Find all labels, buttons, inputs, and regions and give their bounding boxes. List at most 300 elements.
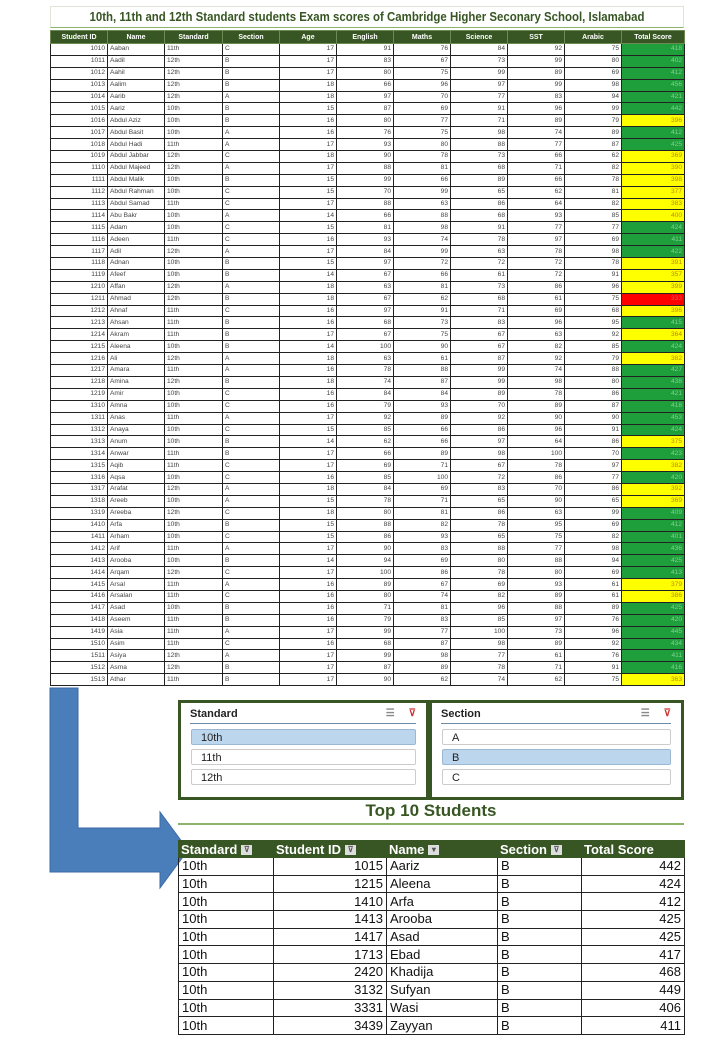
cell-student-id[interactable]: 1113 (51, 198, 108, 210)
cell-sst[interactable]: 77 (508, 543, 565, 555)
cell-maths[interactable]: 62 (394, 293, 451, 305)
cell-section[interactable]: B (223, 258, 280, 270)
cell-total-score[interactable]: 421 (622, 91, 685, 103)
cell-standard[interactable]: 11th (165, 590, 223, 602)
cell-arabic[interactable]: 75 (565, 44, 622, 56)
cell-section[interactable]: B (223, 103, 280, 115)
cell-name[interactable]: Arafat (108, 483, 165, 495)
cell-name[interactable]: Abdul Aziz (108, 115, 165, 127)
cell-english[interactable]: 66 (337, 210, 394, 222)
cell-age[interactable]: 18 (280, 151, 337, 163)
column-header[interactable] (498, 841, 582, 858)
cell-standard[interactable]: 12th (165, 151, 223, 163)
cell-arabic[interactable]: 98 (565, 79, 622, 91)
cell-arabic[interactable]: 92 (565, 329, 622, 341)
cell-science[interactable]: 68 (451, 210, 508, 222)
cell-name[interactable]: Areeba (108, 507, 165, 519)
cell-student-id[interactable]: 1012 (51, 67, 108, 79)
cell-science[interactable]: 86 (451, 198, 508, 210)
cell-science[interactable]: 72 (451, 258, 508, 270)
cell-sst[interactable]: 98 (508, 376, 565, 388)
cell-arabic[interactable]: 76 (565, 650, 622, 662)
cell-name[interactable]: Asad (108, 602, 165, 614)
clear-filter-icon[interactable]: ⊽ (408, 708, 416, 719)
cell-science[interactable]: 73 (451, 281, 508, 293)
cell-section[interactable]: C (223, 388, 280, 400)
cell-standard[interactable]: 12th (165, 483, 223, 495)
cell-name[interactable]: Aqsa (108, 472, 165, 484)
cell[interactable]: B (498, 911, 582, 929)
cell-name[interactable]: Aaban (108, 44, 165, 56)
cell-name[interactable]: Abdul Rahman (108, 186, 165, 198)
column-header[interactable]: Maths (394, 31, 451, 44)
cell-total-score[interactable]: 377 (622, 186, 685, 198)
cell[interactable]: Sufyan (387, 981, 498, 999)
cell-maths[interactable]: 99 (394, 246, 451, 258)
cell-student-id[interactable]: 1115 (51, 222, 108, 234)
cell-science[interactable]: 91 (451, 103, 508, 115)
cell-section[interactable]: C (223, 567, 280, 579)
cell-student-id[interactable]: 1310 (51, 400, 108, 412)
cell[interactable]: 1410 (274, 893, 387, 911)
cell-name[interactable]: Abdul Majeed (108, 162, 165, 174)
cell-section[interactable]: C (223, 460, 280, 472)
column-header[interactable]: Name (108, 31, 165, 44)
cell-sst[interactable]: 99 (508, 55, 565, 67)
cell-name[interactable]: Ahmad (108, 293, 165, 305)
cell[interactable]: 10th (179, 1017, 274, 1035)
cell-standard[interactable]: 10th (165, 186, 223, 198)
cell[interactable]: 3331 (274, 999, 387, 1017)
cell[interactable]: 468 (582, 964, 685, 982)
cell-sst[interactable]: 61 (508, 650, 565, 662)
cell-english[interactable]: 79 (337, 614, 394, 626)
cell-student-id[interactable]: 1210 (51, 281, 108, 293)
cell-standard[interactable]: 11th (165, 460, 223, 472)
cell-student-id[interactable]: 1217 (51, 365, 108, 377)
cell-science[interactable]: 73 (451, 55, 508, 67)
cell-sst[interactable]: 96 (508, 317, 565, 329)
cell-age[interactable]: 17 (280, 412, 337, 424)
cell-sst[interactable]: 88 (508, 602, 565, 614)
cell-age[interactable]: 17 (280, 329, 337, 341)
slicer-item-11th[interactable]: 11th (191, 749, 416, 765)
column-header[interactable]: Age (280, 31, 337, 44)
cell-arabic[interactable]: 81 (565, 186, 622, 198)
cell-science[interactable]: 99 (451, 376, 508, 388)
cell-section[interactable]: C (223, 186, 280, 198)
cell-science[interactable]: 98 (451, 638, 508, 650)
filter-dropdown-icon[interactable]: ⊽ (241, 845, 252, 855)
cell-english[interactable]: 80 (337, 115, 394, 127)
cell[interactable]: 1215 (274, 875, 387, 893)
cell-arabic[interactable]: 61 (565, 590, 622, 602)
cell-sst[interactable]: 66 (508, 151, 565, 163)
cell-student-id[interactable]: 1010 (51, 44, 108, 56)
cell-section[interactable]: A (223, 246, 280, 258)
cell-arabic[interactable]: 86 (565, 436, 622, 448)
cell-maths[interactable]: 75 (394, 329, 451, 341)
cell-section[interactable]: B (223, 317, 280, 329)
cell-section[interactable]: C (223, 590, 280, 602)
cell-standard[interactable]: 10th (165, 115, 223, 127)
cell-total-score[interactable]: 424 (622, 424, 685, 436)
cell-name[interactable]: Anaya (108, 424, 165, 436)
cell-arabic[interactable]: 88 (565, 365, 622, 377)
cell-total-score[interactable]: 402 (622, 55, 685, 67)
cell-sst[interactable]: 74 (508, 365, 565, 377)
cell-name[interactable]: Adnan (108, 258, 165, 270)
cell-total-score[interactable]: 363 (622, 674, 685, 686)
cell-english[interactable]: 94 (337, 555, 394, 567)
cell-science[interactable]: 63 (451, 246, 508, 258)
cell-arabic[interactable]: 62 (565, 151, 622, 163)
cell-name[interactable]: Amna (108, 400, 165, 412)
cell-age[interactable]: 14 (280, 341, 337, 353)
cell-sst[interactable]: 71 (508, 162, 565, 174)
cell-name[interactable]: Arooba (108, 555, 165, 567)
cell-student-id[interactable]: 1319 (51, 507, 108, 519)
cell-science[interactable]: 80 (451, 555, 508, 567)
cell-maths[interactable]: 98 (394, 222, 451, 234)
cell-sst[interactable]: 63 (508, 329, 565, 341)
cell-maths[interactable]: 72 (394, 258, 451, 270)
cell-age[interactable]: 15 (280, 495, 337, 507)
cell-maths[interactable]: 88 (394, 365, 451, 377)
cell-total-score[interactable]: 382 (622, 353, 685, 365)
cell-name[interactable]: Arqam (108, 567, 165, 579)
cell-maths[interactable]: 80 (394, 139, 451, 151)
cell-science[interactable]: 71 (451, 305, 508, 317)
cell-maths[interactable]: 81 (394, 507, 451, 519)
cell-standard[interactable]: 11th (165, 44, 223, 56)
cell-arabic[interactable]: 95 (565, 317, 622, 329)
multi-select-icon[interactable]: ☰ (640, 708, 650, 719)
cell-standard[interactable]: 12th (165, 662, 223, 674)
cell-student-id[interactable]: 1119 (51, 269, 108, 281)
cell-sst[interactable]: 64 (508, 436, 565, 448)
cell-standard[interactable]: 10th (165, 174, 223, 186)
cell-arabic[interactable]: 91 (565, 662, 622, 674)
cell-science[interactable]: 72 (451, 472, 508, 484)
cell-sst[interactable]: 92 (508, 353, 565, 365)
cell-science[interactable]: 91 (451, 222, 508, 234)
cell-arabic[interactable]: 75 (565, 674, 622, 686)
cell-name[interactable]: Arsal (108, 579, 165, 591)
cell[interactable]: Aleena (387, 875, 498, 893)
cell-sst[interactable]: 96 (508, 103, 565, 115)
cell-student-id[interactable]: 1419 (51, 626, 108, 638)
cell-standard[interactable]: 12th (165, 246, 223, 258)
cell-english[interactable]: 74 (337, 376, 394, 388)
cell-sst[interactable]: 64 (508, 198, 565, 210)
cell-arabic[interactable]: 82 (565, 531, 622, 543)
cell-total-score[interactable]: 423 (622, 448, 685, 460)
cell-student-id[interactable]: 1411 (51, 531, 108, 543)
cell[interactable]: 406 (582, 999, 685, 1017)
filter-dropdown-icon[interactable]: ⊽ (551, 845, 562, 855)
cell-sst[interactable]: 89 (508, 115, 565, 127)
cell-name[interactable]: Aseem (108, 614, 165, 626)
cell-english[interactable]: 90 (337, 674, 394, 686)
cell-standard[interactable]: 12th (165, 376, 223, 388)
cell-maths[interactable]: 81 (394, 281, 451, 293)
cell-sst[interactable]: 80 (508, 567, 565, 579)
cell-english[interactable]: 91 (337, 44, 394, 56)
cell[interactable]: 10th (179, 981, 274, 999)
cell-sst[interactable]: 69 (508, 305, 565, 317)
cell-maths[interactable]: 69 (394, 555, 451, 567)
cell-science[interactable]: 89 (451, 174, 508, 186)
cell-science[interactable]: 67 (451, 329, 508, 341)
cell-arabic[interactable]: 69 (565, 234, 622, 246)
cell-section[interactable]: B (223, 519, 280, 531)
cell-total-score[interactable]: 411 (622, 650, 685, 662)
cell-age[interactable]: 16 (280, 305, 337, 317)
cell-total-score[interactable]: 434 (622, 638, 685, 650)
cell-arabic[interactable]: 91 (565, 269, 622, 281)
cell-science[interactable]: 78 (451, 234, 508, 246)
cell-age[interactable]: 17 (280, 67, 337, 79)
cell-arabic[interactable]: 78 (565, 174, 622, 186)
cell-sst[interactable]: 63 (508, 507, 565, 519)
cell-sst[interactable]: 95 (508, 519, 565, 531)
cell-standard[interactable]: 11th (165, 674, 223, 686)
cell-student-id[interactable]: 1213 (51, 317, 108, 329)
cell-section[interactable]: C (223, 222, 280, 234)
cell-name[interactable]: Amara (108, 365, 165, 377)
cell-arabic[interactable]: 77 (565, 222, 622, 234)
cell-standard[interactable]: 10th (165, 602, 223, 614)
cell-total-score[interactable]: 412 (622, 127, 685, 139)
cell-science[interactable]: 71 (451, 115, 508, 127)
cell-name[interactable]: Ahnaf (108, 305, 165, 317)
cell-sst[interactable]: 92 (508, 44, 565, 56)
cell-maths[interactable]: 89 (394, 412, 451, 424)
cell-standard[interactable]: 11th (165, 305, 223, 317)
cell-standard[interactable]: 11th (165, 198, 223, 210)
cell-english[interactable]: 83 (337, 55, 394, 67)
cell-name[interactable]: Anum (108, 436, 165, 448)
cell-standard[interactable]: 10th (165, 388, 223, 400)
cell-section[interactable]: A (223, 91, 280, 103)
cell-age[interactable]: 17 (280, 198, 337, 210)
cell-student-id[interactable]: 1215 (51, 341, 108, 353)
cell-age[interactable]: 15 (280, 531, 337, 543)
column-header[interactable]: Standard (165, 31, 223, 44)
cell-age[interactable]: 15 (280, 103, 337, 115)
cell-total-score[interactable]: 427 (622, 365, 685, 377)
cell-age[interactable]: 17 (280, 674, 337, 686)
cell-standard[interactable]: 11th (165, 234, 223, 246)
cell[interactable]: 10th (179, 964, 274, 982)
cell-english[interactable]: 93 (337, 234, 394, 246)
cell-science[interactable]: 97 (451, 79, 508, 91)
cell-student-id[interactable]: 1211 (51, 293, 108, 305)
cell-arabic[interactable]: 79 (565, 115, 622, 127)
cell[interactable]: Zayyan (387, 1017, 498, 1035)
column-header[interactable] (582, 841, 685, 858)
cell[interactable]: 10th (179, 858, 274, 876)
cell-total-score[interactable]: 333 (622, 293, 685, 305)
cell-science[interactable]: 98 (451, 448, 508, 460)
cell-maths[interactable]: 100 (394, 472, 451, 484)
cell-age[interactable]: 17 (280, 662, 337, 674)
cell[interactable]: 1015 (274, 858, 387, 876)
cell-english[interactable]: 97 (337, 258, 394, 270)
cell-english[interactable]: 88 (337, 519, 394, 531)
cell-science[interactable]: 61 (451, 269, 508, 281)
cell-sst[interactable]: 66 (508, 174, 565, 186)
cell[interactable]: Arfa (387, 893, 498, 911)
column-header[interactable] (179, 841, 274, 858)
cell-maths[interactable]: 96 (394, 79, 451, 91)
cell-maths[interactable]: 89 (394, 448, 451, 460)
slicer-item-a[interactable]: A (442, 729, 671, 745)
cell-age[interactable]: 18 (280, 79, 337, 91)
cell-name[interactable]: Aariz (108, 103, 165, 115)
cell-english[interactable]: 97 (337, 305, 394, 317)
cell-sst[interactable]: 78 (508, 388, 565, 400)
cell-english[interactable]: 88 (337, 198, 394, 210)
cell[interactable]: B (498, 999, 582, 1017)
cell-english[interactable]: 85 (337, 424, 394, 436)
cell-science[interactable]: 84 (451, 44, 508, 56)
cell-total-score[interactable]: 412 (622, 519, 685, 531)
cell-total-score[interactable]: 453 (622, 412, 685, 424)
cell-name[interactable]: Arham (108, 531, 165, 543)
column-header[interactable]: Science (451, 31, 508, 44)
cell-arabic[interactable]: 82 (565, 198, 622, 210)
cell-total-score[interactable]: 420 (622, 472, 685, 484)
cell-science[interactable]: 69 (451, 579, 508, 591)
cell-student-id[interactable]: 1316 (51, 472, 108, 484)
cell-age[interactable]: 16 (280, 638, 337, 650)
cell-name[interactable]: Athar (108, 674, 165, 686)
cell-maths[interactable]: 67 (394, 55, 451, 67)
cell-maths[interactable]: 77 (394, 115, 451, 127)
cell-science[interactable]: 96 (451, 602, 508, 614)
cell-science[interactable]: 70 (451, 400, 508, 412)
cell-science[interactable]: 97 (451, 436, 508, 448)
cell-arabic[interactable]: 98 (565, 543, 622, 555)
cell-section[interactable]: C (223, 638, 280, 650)
cell-standard[interactable]: 11th (165, 448, 223, 460)
cell-total-score[interactable]: 456 (622, 79, 685, 91)
cell-english[interactable]: 90 (337, 151, 394, 163)
cell-english[interactable]: 84 (337, 388, 394, 400)
cell-science[interactable]: 74 (451, 674, 508, 686)
cell-total-score[interactable]: 386 (622, 590, 685, 602)
cell-age[interactable]: 16 (280, 472, 337, 484)
cell-maths[interactable]: 61 (394, 353, 451, 365)
cell-standard[interactable]: 11th (165, 365, 223, 377)
cell[interactable]: 425 (582, 928, 685, 946)
cell-student-id[interactable]: 1313 (51, 436, 108, 448)
cell-science[interactable]: 78 (451, 519, 508, 531)
cell-standard[interactable]: 10th (165, 222, 223, 234)
cell-sst[interactable]: 71 (508, 662, 565, 674)
cell-science[interactable]: 92 (451, 412, 508, 424)
cell-standard[interactable]: 10th (165, 531, 223, 543)
cell-student-id[interactable]: 1414 (51, 567, 108, 579)
cell-arabic[interactable]: 69 (565, 519, 622, 531)
cell-total-score[interactable]: 369 (622, 495, 685, 507)
cell-maths[interactable]: 67 (394, 579, 451, 591)
cell-sst[interactable]: 89 (508, 590, 565, 602)
cell-science[interactable]: 83 (451, 317, 508, 329)
cell-section[interactable]: B (223, 67, 280, 79)
cell[interactable]: 449 (582, 981, 685, 999)
cell-total-score[interactable]: 425 (622, 139, 685, 151)
cell-standard[interactable]: 12th (165, 162, 223, 174)
cell-student-id[interactable]: 1418 (51, 614, 108, 626)
cell-name[interactable]: Adeen (108, 234, 165, 246)
cell-student-id[interactable]: 1014 (51, 91, 108, 103)
cell-student-id[interactable]: 1318 (51, 495, 108, 507)
cell[interactable]: B (498, 928, 582, 946)
cell-total-score[interactable]: 391 (622, 258, 685, 270)
cell-total-score[interactable]: 399 (622, 281, 685, 293)
cell-name[interactable]: Affan (108, 281, 165, 293)
cell-maths[interactable]: 63 (394, 198, 451, 210)
cell-total-score[interactable]: 400 (622, 210, 685, 222)
cell-age[interactable]: 15 (280, 186, 337, 198)
cell-total-score[interactable]: 396 (622, 305, 685, 317)
cell-standard[interactable]: 10th (165, 495, 223, 507)
cell-section[interactable]: C (223, 531, 280, 543)
cell-maths[interactable]: 74 (394, 234, 451, 246)
cell-sst[interactable]: 61 (508, 293, 565, 305)
cell-student-id[interactable]: 1219 (51, 388, 108, 400)
cell-sst[interactable]: 88 (508, 555, 565, 567)
cell-age[interactable]: 15 (280, 174, 337, 186)
cell-name[interactable]: Arfa (108, 519, 165, 531)
cell[interactable]: 10th (179, 911, 274, 929)
cell-science[interactable]: 77 (451, 91, 508, 103)
cell-age[interactable]: 14 (280, 436, 337, 448)
cell-maths[interactable]: 86 (394, 567, 451, 579)
cell-standard[interactable]: 10th (165, 103, 223, 115)
cell-total-score[interactable]: 425 (622, 602, 685, 614)
cell-age[interactable]: 16 (280, 234, 337, 246)
cell-student-id[interactable]: 1011 (51, 55, 108, 67)
cell-english[interactable]: 100 (337, 567, 394, 579)
cell-english[interactable]: 62 (337, 436, 394, 448)
cell-english[interactable]: 100 (337, 341, 394, 353)
cell-name[interactable]: Anas (108, 412, 165, 424)
cell-sst[interactable]: 100 (508, 448, 565, 460)
cell-section[interactable]: B (223, 293, 280, 305)
cell-maths[interactable]: 91 (394, 305, 451, 317)
cell-maths[interactable]: 69 (394, 483, 451, 495)
cell-total-score[interactable]: 364 (622, 329, 685, 341)
cell-maths[interactable]: 66 (394, 174, 451, 186)
cell-total-score[interactable]: 418 (622, 400, 685, 412)
cell-sst[interactable]: 99 (508, 79, 565, 91)
cell[interactable]: 424 (582, 875, 685, 893)
cell-section[interactable]: A (223, 281, 280, 293)
cell-standard[interactable]: 10th (165, 424, 223, 436)
cell[interactable]: 3439 (274, 1017, 387, 1035)
cell-arabic[interactable]: 61 (565, 579, 622, 591)
cell-standard[interactable]: 12th (165, 91, 223, 103)
cell-maths[interactable]: 66 (394, 424, 451, 436)
cell-science[interactable]: 83 (451, 483, 508, 495)
cell-science[interactable]: 86 (451, 507, 508, 519)
cell-english[interactable]: 99 (337, 626, 394, 638)
cell-english[interactable]: 89 (337, 579, 394, 591)
